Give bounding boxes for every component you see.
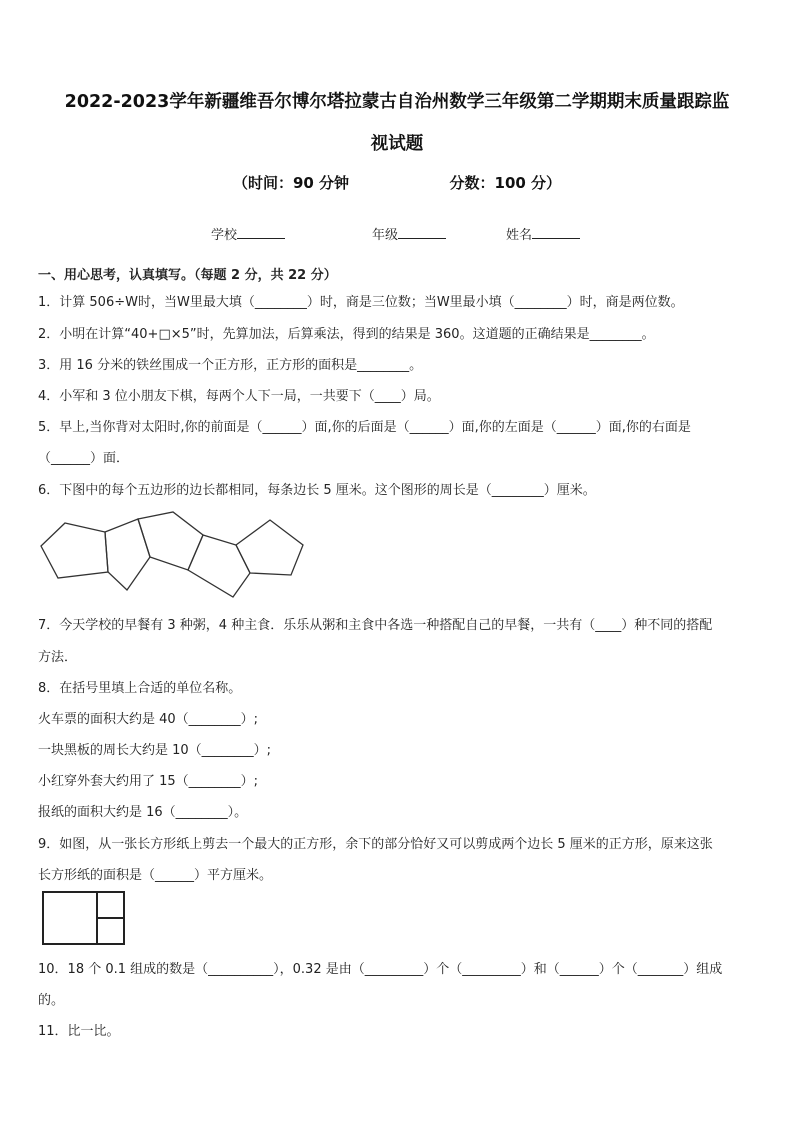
exam-info bbox=[0, 172, 794, 193]
pentagon-2 bbox=[105, 519, 150, 590]
question-6: 6．下图中的每个五边形的边长都相同，每条边长 5 厘米。这个图形的周长是（________）厘米。 bbox=[38, 483, 596, 498]
school-label: 学校 bbox=[211, 228, 238, 243]
question-8-item-a: 火车票的面积大约是 40（________）; bbox=[38, 712, 259, 727]
question-5-line2: （______）面． bbox=[38, 451, 130, 466]
question-1: 1．计算 506÷W时，当W里最大填（________）时，商是三位数；当W里最小填（________）时，商是两位数。 bbox=[38, 295, 684, 310]
pentagon-4 bbox=[188, 535, 250, 597]
question-10-line1: 10．18 个 0.1 组成的数是（__________），0.32 是由（_________）个（_________）和（______）个（_______）组成 bbox=[38, 962, 723, 977]
exam-time: （时间：90 分钟 bbox=[232, 174, 350, 192]
name-field[interactable] bbox=[506, 224, 580, 243]
grade-blank[interactable] bbox=[398, 226, 446, 239]
question-2: 2．小明在计算“40+□×5”时，先算加法，后算乘法，得到的结果是 360。这道题的正确结果是________。 bbox=[38, 327, 655, 342]
pentagon-5 bbox=[236, 520, 303, 575]
rectangle-split-figure bbox=[42, 890, 126, 946]
name-blank[interactable] bbox=[532, 226, 580, 239]
question-9-line1: 9．如图，从一张长方形纸上剪去一个最大的正方形，余下的部分恰好又可以剪成两个边长 5 厘米的正方形，原来这张 bbox=[38, 837, 713, 852]
name-label: 姓名 bbox=[506, 228, 533, 243]
grade-label: 年级 bbox=[372, 228, 399, 243]
question-10-line2: 的。 bbox=[38, 993, 65, 1008]
question-8-item-c: 小红穿外套大约用了 15（________）; bbox=[38, 774, 259, 789]
question-4: 4．小军和 3 位小朋友下棋，每两个人下一局，一共要下（____）局。 bbox=[38, 389, 440, 404]
question-8: 8．在括号里填上合适的单位名称。 bbox=[38, 681, 242, 696]
question-5-line1: 5．早上,当你背对太阳时,你的前面是（______）面,你的后面是（______）面,你的左面是（______）面,你的右面是 bbox=[38, 420, 691, 435]
school-field[interactable] bbox=[211, 224, 285, 243]
exam-title-line1: 2022-2023学年新疆维吾尔博尔塔拉蒙古自治州数学三年级第二学期期末质量跟踪监 bbox=[64, 92, 730, 112]
question-3: 3．用 16 分米的铁丝围成一个正方形，正方形的面积是________。 bbox=[38, 358, 423, 373]
exam-title-line2: 视试题 bbox=[370, 134, 424, 154]
pentagon-1 bbox=[41, 523, 108, 578]
question-7-line2: 方法． bbox=[38, 650, 78, 665]
grade-field[interactable] bbox=[372, 224, 446, 243]
question-7-line1: 7．今天学校的早餐有 3 种粥，4 种主食．乐乐从粥和主食中各选一种搭配自己的早餐，一共有（____）种不同的搭配 bbox=[38, 618, 713, 633]
exam-score: 分数：100 分） bbox=[449, 174, 562, 192]
section-1-heading: 一、用心思考，认真填写。（每题 2 分，共 22 分） bbox=[38, 268, 337, 283]
question-9-line2: 长方形纸的面积是（______）平方厘米。 bbox=[38, 868, 273, 883]
pentagon-chain-figure bbox=[38, 512, 308, 592]
question-11: 11．比一比。 bbox=[38, 1024, 120, 1039]
school-blank[interactable] bbox=[237, 226, 285, 239]
question-8-item-d: 报纸的面积大约是 16（________）。 bbox=[38, 805, 248, 820]
question-8-item-b: 一块黑板的周长大约是 10（________）; bbox=[38, 743, 272, 758]
